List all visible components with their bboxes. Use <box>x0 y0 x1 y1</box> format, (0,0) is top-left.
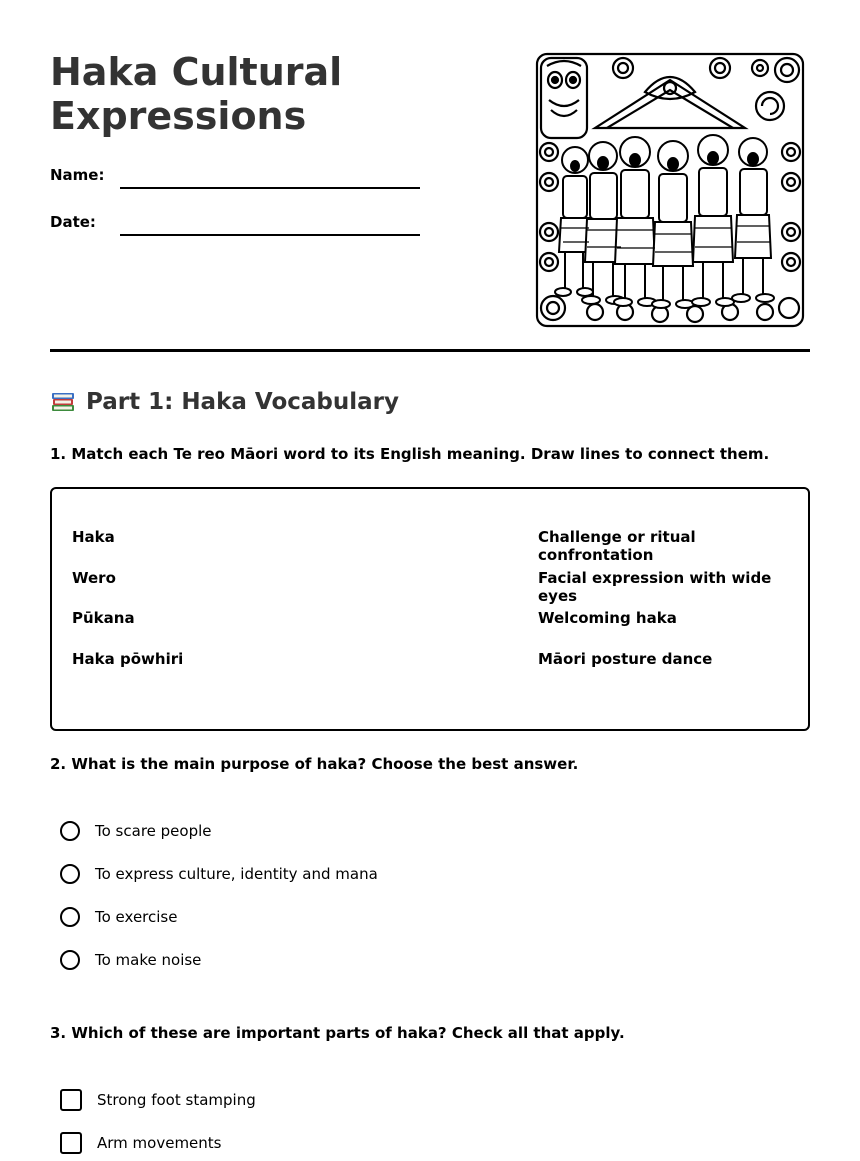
radio-button[interactable] <box>60 950 80 970</box>
match-meaning[interactable]: Facial expression with wide eyes <box>538 569 772 605</box>
q2-option[interactable] <box>60 821 212 841</box>
match-word[interactable]: Haka <box>72 528 115 546</box>
match-meaning[interactable]: Welcoming haka <box>538 609 677 627</box>
checkbox[interactable] <box>60 1132 82 1154</box>
q3-option-label: Arm movements <box>97 1134 222 1152</box>
q2-option-label: To make noise <box>95 951 202 969</box>
q2-option-label: To scare people <box>95 822 212 840</box>
radio-button[interactable] <box>60 864 80 884</box>
match-meaning[interactable]: Challenge or ritual confrontation <box>538 528 696 564</box>
header-divider <box>50 349 810 352</box>
q2-option[interactable] <box>60 907 177 927</box>
worksheet-title: Haka Cultural Expressions <box>50 50 343 138</box>
matching-box <box>50 487 810 731</box>
q3-option[interactable] <box>60 1089 256 1111</box>
q2-option-label: To exercise <box>95 908 178 926</box>
q1-prompt: 1. Match each Te reo Māori word to its English meaning. Draw lines to connect them. <box>50 445 770 463</box>
q3-prompt: 3. Which of these are important parts of haka? Check all that apply. <box>50 1024 625 1042</box>
radio-button[interactable] <box>60 821 80 841</box>
part1-heading <box>50 389 399 415</box>
q2-option[interactable] <box>60 950 201 970</box>
checkbox[interactable] <box>60 1089 82 1111</box>
books-icon <box>50 389 76 415</box>
match-word[interactable]: Wero <box>72 569 116 587</box>
match-meaning[interactable]: Māori posture dance <box>538 650 713 668</box>
date-label: Date: <box>50 213 96 231</box>
q2-option-label: To express culture, identity and mana <box>95 865 378 883</box>
q3-option[interactable] <box>60 1132 221 1154</box>
name-label: Name: <box>50 166 105 184</box>
name-field[interactable] <box>120 187 420 189</box>
part1-title: Part 1: Haka Vocabulary <box>86 389 399 415</box>
date-field[interactable] <box>120 234 420 236</box>
match-word[interactable]: Pūkana <box>72 609 135 627</box>
match-word[interactable]: Haka pōwhiri <box>72 650 184 668</box>
radio-button[interactable] <box>60 907 80 927</box>
q2-option[interactable] <box>60 864 378 884</box>
q2-prompt: 2. What is the main purpose of haka? Choose the best answer. <box>50 755 579 773</box>
q3-option-label: Strong foot stamping <box>97 1091 256 1109</box>
haka-performers-illustration <box>535 52 805 328</box>
